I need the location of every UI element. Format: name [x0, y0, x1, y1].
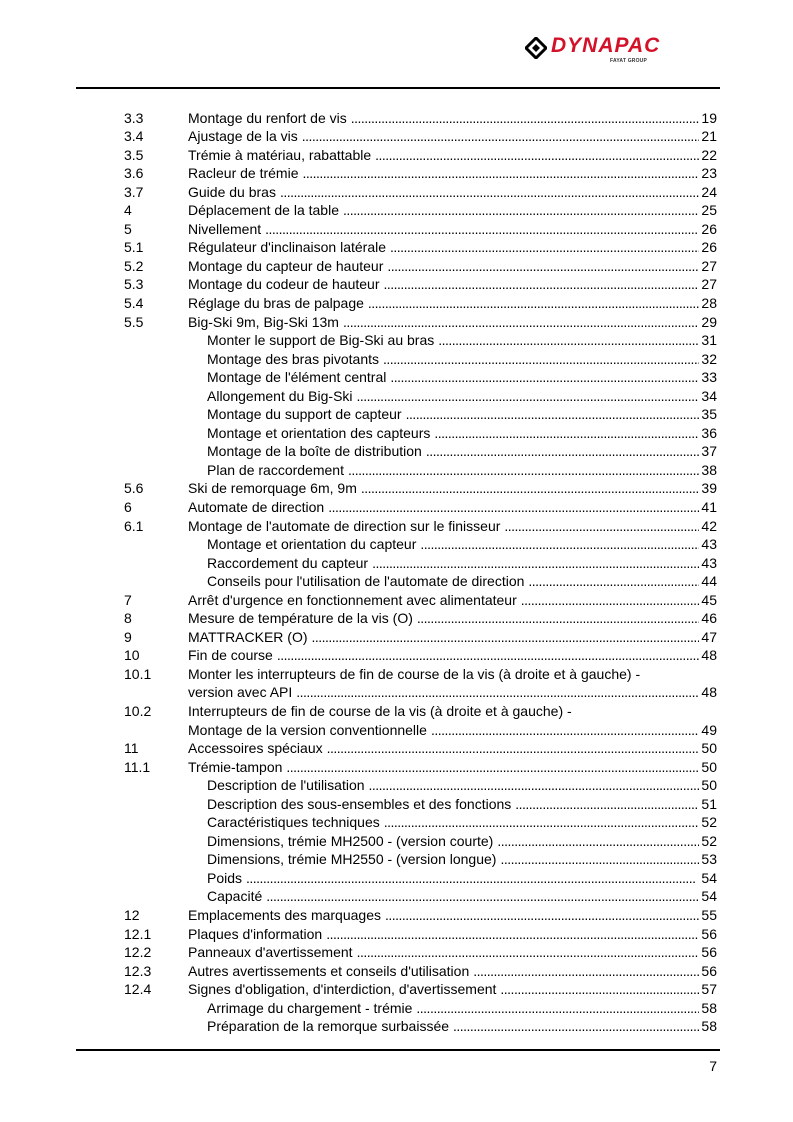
toc-entry-page: 55	[701, 907, 717, 924]
toc-entry[interactable]	[0, 739, 793, 758]
toc-entry-page: 35	[701, 406, 717, 423]
toc-dot-leader	[328, 498, 699, 517]
toc-entry[interactable]	[0, 758, 793, 777]
toc-entry-title: Capacité	[207, 888, 263, 905]
toc-entry-page: 44	[701, 573, 717, 590]
toc-dot-leader	[383, 350, 699, 369]
toc-dot-leader	[286, 758, 699, 777]
toc-entry-title: Poids	[207, 869, 243, 886]
toc-dot-leader	[351, 109, 700, 128]
toc-entry-number: 12	[124, 907, 140, 924]
toc-entry-page: 37	[701, 443, 717, 460]
toc-entry-title: Préparation de la remorque surbaissée	[207, 1018, 450, 1035]
toc-entry-title: Monter le support de Big-Ski au bras	[207, 332, 435, 349]
toc-entry-page: 29	[701, 313, 717, 330]
toc-entry-title: Interrupteurs de fin de course de la vis (à droite et à gauche) -	[188, 703, 572, 719]
toc-entry-page: 26	[701, 220, 717, 237]
toc-entry-page: 36	[701, 424, 717, 441]
toc-entry-title: Racleur de trémie	[188, 165, 299, 182]
toc-entry-number: 5.3	[124, 276, 144, 293]
toc-entry[interactable]	[0, 294, 793, 313]
toc-entry-page: 58	[701, 1018, 717, 1035]
toc-dot-leader	[500, 980, 699, 999]
toc-entry-page: 50	[701, 758, 717, 775]
toc-dot-leader	[375, 146, 699, 165]
toc-entry-page: 32	[701, 350, 717, 367]
toc-dot-leader	[266, 887, 699, 906]
toc-entry-page: 53	[701, 851, 717, 868]
toc-entry-title: Autres avertissements et conseils d'utilisation	[188, 962, 470, 979]
toc-entry[interactable]	[0, 257, 793, 276]
toc-entry[interactable]	[0, 609, 793, 628]
toc-entry[interactable]	[0, 628, 793, 647]
toc-entry-title: Allongement du Big-Ski	[207, 387, 353, 404]
page-number: 7	[709, 1058, 717, 1074]
toc-entry-page: 38	[701, 461, 717, 478]
toc-entry-title: Déplacement de la table	[188, 202, 339, 219]
toc-entry[interactable]	[0, 535, 793, 554]
toc-entry-page: 56	[701, 925, 717, 942]
toc-entry-page: 28	[701, 294, 717, 311]
toc-entry-title: Montage de l'automate de direction sur le finisseur	[188, 517, 501, 534]
toc-entry-title: Conseils pour l'utilisation de l'automate de direction	[207, 573, 525, 590]
toc-entry-number: 12.4	[124, 981, 152, 998]
toc-dot-leader	[302, 127, 700, 146]
toc-entry-page: 49	[701, 721, 717, 738]
toc-entry-title: Montage du codeur de hauteur	[188, 276, 380, 293]
toc-dot-leader	[453, 1017, 699, 1036]
toc-entry-title: version avec API	[188, 684, 293, 701]
toc-entry[interactable]	[0, 201, 793, 220]
toc-entry-title: Montage du support de capteur	[207, 406, 402, 423]
toc-entry-title: Fin de course	[188, 647, 273, 664]
toc-entry[interactable]	[0, 646, 793, 665]
toc-entry-page: 52	[701, 832, 717, 849]
toc-entry-page: 42	[701, 517, 717, 534]
toc-entry-page: 27	[701, 276, 717, 293]
toc-dot-leader	[280, 183, 699, 202]
toc-dot-leader	[420, 535, 699, 554]
toc-dot-leader	[504, 517, 699, 536]
toc-entry-page: 34	[701, 387, 717, 404]
toc-entry-number: 8	[124, 610, 132, 627]
toc-entry-title: Montage de l'élément central	[207, 369, 387, 386]
toc-entry-number: 3.5	[124, 146, 144, 163]
toc-entry-title: Trémie à matériau, rabattable	[188, 146, 372, 163]
toc-dot-leader	[327, 739, 700, 758]
toc-dot-leader	[303, 164, 700, 183]
toc-entry[interactable]	[0, 127, 793, 146]
toc-entry[interactable]	[0, 405, 793, 424]
toc-entry-number: 6.1	[124, 517, 144, 534]
toc-entry[interactable]	[0, 832, 793, 851]
toc-entry-page: 56	[701, 944, 717, 961]
toc-entry-title: Plan de raccordement	[207, 461, 344, 478]
toc-entry-title: Accessoires spéciaux	[188, 740, 323, 757]
toc-entry-number: 3.6	[124, 165, 144, 182]
toc-entry[interactable]	[0, 813, 793, 832]
toc-entry-number: 7	[124, 591, 132, 608]
toc-entry[interactable]	[0, 183, 793, 202]
toc-dot-leader	[384, 813, 700, 832]
toc-entry-title: Montage de la version conventionnelle	[188, 721, 427, 738]
toc-entry-number: 10.1	[124, 665, 152, 682]
toc-dot-leader	[515, 795, 699, 814]
toc-entry-title: Emplacements des marquages	[188, 907, 381, 924]
toc-dot-leader	[296, 683, 699, 702]
toc-entry[interactable]	[0, 275, 793, 294]
toc-dot-leader	[385, 906, 699, 925]
toc-entry-page: 47	[701, 628, 717, 645]
toc-entry-number: 12.1	[124, 925, 152, 942]
toc-entry-title: Montage du capteur de hauteur	[188, 257, 384, 274]
toc-entry[interactable]	[0, 554, 793, 573]
toc-dot-leader	[473, 962, 699, 981]
toc-entry[interactable]	[0, 424, 793, 443]
toc-entry-number: 11.1	[124, 758, 151, 775]
toc-entry-number: 3.4	[124, 128, 144, 145]
toc-entry-page: 48	[701, 647, 717, 664]
toc-entry-number: 5	[124, 220, 132, 237]
toc-entry[interactable]	[0, 368, 793, 387]
toc-entry-title: Automate de direction	[188, 498, 325, 515]
toc-entry-number: 10	[124, 647, 140, 664]
toc-entry-page: 48	[701, 684, 717, 701]
toc-dot-leader	[390, 238, 699, 257]
toc-entry-number: 5.6	[124, 480, 144, 497]
toc-dot-leader	[497, 832, 699, 851]
toc-dot-leader	[343, 201, 699, 220]
toc-entry-title: Mesure de température de la vis (O)	[188, 610, 413, 627]
toc-entry-title: Montage et orientation des capteurs	[207, 424, 431, 441]
toc-entry[interactable]	[0, 498, 793, 517]
toc-entry-title: Panneaux d'avertissement	[188, 944, 353, 961]
toc-entry[interactable]	[0, 313, 793, 332]
toc-entry[interactable]	[0, 999, 793, 1018]
toc-entry[interactable]	[0, 980, 793, 999]
toc-entry-title: Arrimage du chargement - trémie	[207, 999, 413, 1016]
toc-dot-leader	[312, 628, 700, 647]
toc-dot-leader	[521, 591, 700, 610]
toc-entry-number: 5.5	[124, 313, 144, 330]
toc-entry-number: 9	[124, 628, 132, 645]
toc-dot-leader	[417, 609, 700, 628]
toc-entry-page: 50	[701, 740, 717, 757]
toc-dot-leader	[500, 850, 699, 869]
toc-entry-title: Nivellement	[188, 220, 262, 237]
toc-entry[interactable]	[0, 906, 793, 925]
toc-entry[interactable]	[0, 220, 793, 239]
toc-dot-leader	[387, 257, 699, 276]
toc-entry-number: 5.1	[124, 239, 144, 256]
toc-entry-page: 57	[701, 981, 717, 998]
toc-entry[interactable]	[0, 164, 793, 183]
toc-entry-page: 45	[701, 591, 717, 608]
toc-entry-title: Signes d'obligation, d'interdiction, d'avertissement	[188, 981, 497, 998]
toc-entry[interactable]	[0, 517, 793, 536]
toc-dot-leader	[369, 776, 700, 795]
toc-entry-title: Ajustage de la vis	[188, 128, 298, 145]
toc-entry-page: 41	[701, 498, 717, 515]
toc-entry-number: 11	[124, 740, 139, 757]
toc-entry-title: Ski de remorquage 6m, 9m	[188, 480, 357, 497]
toc-entry-page: 25	[701, 202, 717, 219]
toc-entry-title: Montage de la boîte de distribution	[207, 443, 422, 460]
toc-dot-leader	[528, 572, 699, 591]
toc-entry-number: 4	[124, 202, 132, 219]
toc-entry[interactable]	[0, 887, 793, 906]
toc-entry-page: 58	[701, 999, 717, 1016]
toc-entry[interactable]	[0, 350, 793, 369]
toc-entry-number: 5.2	[124, 257, 144, 274]
toc-dot-leader	[343, 313, 699, 332]
toc-entry-number: 5.4	[124, 294, 144, 311]
toc-entry-page: 21	[701, 128, 717, 145]
toc-dot-leader	[348, 461, 699, 480]
toc-entry-page: 33	[701, 369, 717, 386]
header-rule	[76, 87, 720, 89]
toc-entry-page: 52	[701, 814, 717, 831]
footer-rule	[76, 1049, 720, 1051]
toc-entry[interactable]	[0, 925, 793, 944]
toc-entry-title: Arrêt d'urgence en fonctionnement avec alimentateur	[188, 591, 517, 608]
toc-entry-page: 56	[701, 962, 717, 979]
toc-entry-title: MATTRACKER (O)	[188, 628, 308, 645]
toc-entry[interactable]	[0, 721, 793, 740]
toc-entry[interactable]	[0, 442, 793, 461]
toc-entry[interactable]	[0, 850, 793, 869]
toc-entry-page: 24	[701, 183, 717, 200]
toc-dot-leader	[357, 943, 700, 962]
toc-entry-title: Description des sous-ensembles et des fonctions	[207, 795, 512, 812]
toc-entry-page: 50	[701, 777, 717, 794]
toc-entry[interactable]	[0, 591, 793, 610]
toc-entry-number: 12.2	[124, 944, 152, 961]
toc-entry-title: Montage des bras pivotants	[207, 350, 379, 367]
toc-dot-leader	[368, 294, 700, 313]
toc-entry-title: Trémie-tampon	[188, 758, 283, 775]
toc-entry-page: 27	[701, 257, 717, 274]
toc-dot-leader	[326, 925, 699, 944]
toc-entry-page: 46	[701, 610, 717, 627]
toc-entry[interactable]	[0, 461, 793, 480]
toc-entry[interactable]	[0, 572, 793, 591]
toc-dot-leader	[372, 554, 699, 573]
toc-entry-title: Big-Ski 9m, Big-Ski 13m	[188, 313, 339, 330]
toc-entry[interactable]	[0, 1017, 793, 1036]
toc-entry-title: Réglage du bras de palpage	[188, 294, 364, 311]
toc-entry-page: 54	[701, 869, 717, 886]
toc-entry-page: 22	[701, 146, 717, 163]
toc-entry-page: 31	[701, 332, 717, 349]
toc-entry-page: 51	[701, 795, 717, 812]
toc-entry-title: Guide du bras	[188, 183, 276, 200]
toc-entry[interactable]	[0, 683, 793, 702]
toc-entry-page: 19	[701, 109, 717, 126]
toc-entry-number: 3.7	[124, 183, 144, 200]
toc-entry-title: Caractéristiques techniques	[207, 814, 380, 831]
toc-entry-page: 39	[701, 480, 717, 497]
toc-entry-page: 26	[701, 239, 717, 256]
toc-dot-leader	[357, 387, 700, 406]
toc-dot-leader	[434, 424, 699, 443]
toc-entry-number: 3.3	[124, 109, 144, 126]
toc-entry[interactable]	[0, 109, 793, 128]
dynapac-diamond-icon	[525, 37, 547, 59]
toc-entry[interactable]	[0, 387, 793, 406]
toc-entry[interactable]	[0, 479, 793, 498]
toc-entry[interactable]	[0, 869, 793, 888]
toc-entry-title: Montage et orientation du capteur	[207, 536, 417, 553]
toc-entry[interactable]	[0, 702, 793, 721]
toc-entry[interactable]	[0, 776, 793, 795]
toc-entry-page: 43	[701, 554, 717, 571]
toc-dot-leader	[383, 275, 699, 294]
toc-entry-number: 6	[124, 498, 132, 515]
toc-entry-page: 43	[701, 536, 717, 553]
toc-entry-page: 54	[701, 888, 717, 905]
toc-entry-title: Dimensions, trémie MH2500 - (version courte)	[207, 832, 494, 849]
toc-entry-number: 12.3	[124, 962, 152, 979]
toc-entry[interactable]	[0, 962, 793, 981]
toc-dot-leader	[361, 479, 700, 498]
toc-entry-title: Régulateur d'inclinaison latérale	[188, 239, 387, 256]
toc-entry[interactable]	[0, 943, 793, 962]
toc-dot-leader	[246, 869, 699, 888]
brand-name: DYNAPAC	[551, 34, 661, 57]
brand-subtitle: FAYAT GROUP	[610, 58, 648, 64]
toc-entry-title: Description de l'utilisation	[207, 777, 365, 794]
toc-dot-leader	[265, 220, 699, 239]
toc-entry-number: 10.2	[124, 703, 152, 719]
toc-dot-leader	[438, 331, 699, 350]
toc-dot-leader	[277, 646, 700, 665]
toc-entry[interactable]	[0, 146, 793, 165]
toc-entry[interactable]	[0, 665, 793, 684]
toc-entry[interactable]	[0, 795, 793, 814]
toc-entry-title: Plaques d'information	[188, 925, 323, 942]
brand-logo	[525, 34, 721, 68]
table-of-contents	[0, 109, 793, 1036]
toc-entry-title: Monter les interrupteurs de fin de course de la vis (à droite et à gauche) -	[188, 665, 641, 682]
toc-dot-leader	[416, 999, 699, 1018]
toc-entry[interactable]	[0, 331, 793, 350]
toc-dot-leader	[431, 721, 699, 740]
toc-entry-title: Montage du renfort de vis	[188, 109, 347, 126]
toc-entry-page: 23	[701, 165, 717, 182]
toc-entry[interactable]	[0, 238, 793, 257]
toc-entry-title: Dimensions, trémie MH2550 - (version longue)	[207, 851, 497, 868]
toc-entry-title: Raccordement du capteur	[207, 554, 369, 571]
toc-dot-leader	[406, 405, 700, 424]
toc-dot-leader	[390, 368, 699, 387]
toc-dot-leader	[426, 442, 700, 461]
